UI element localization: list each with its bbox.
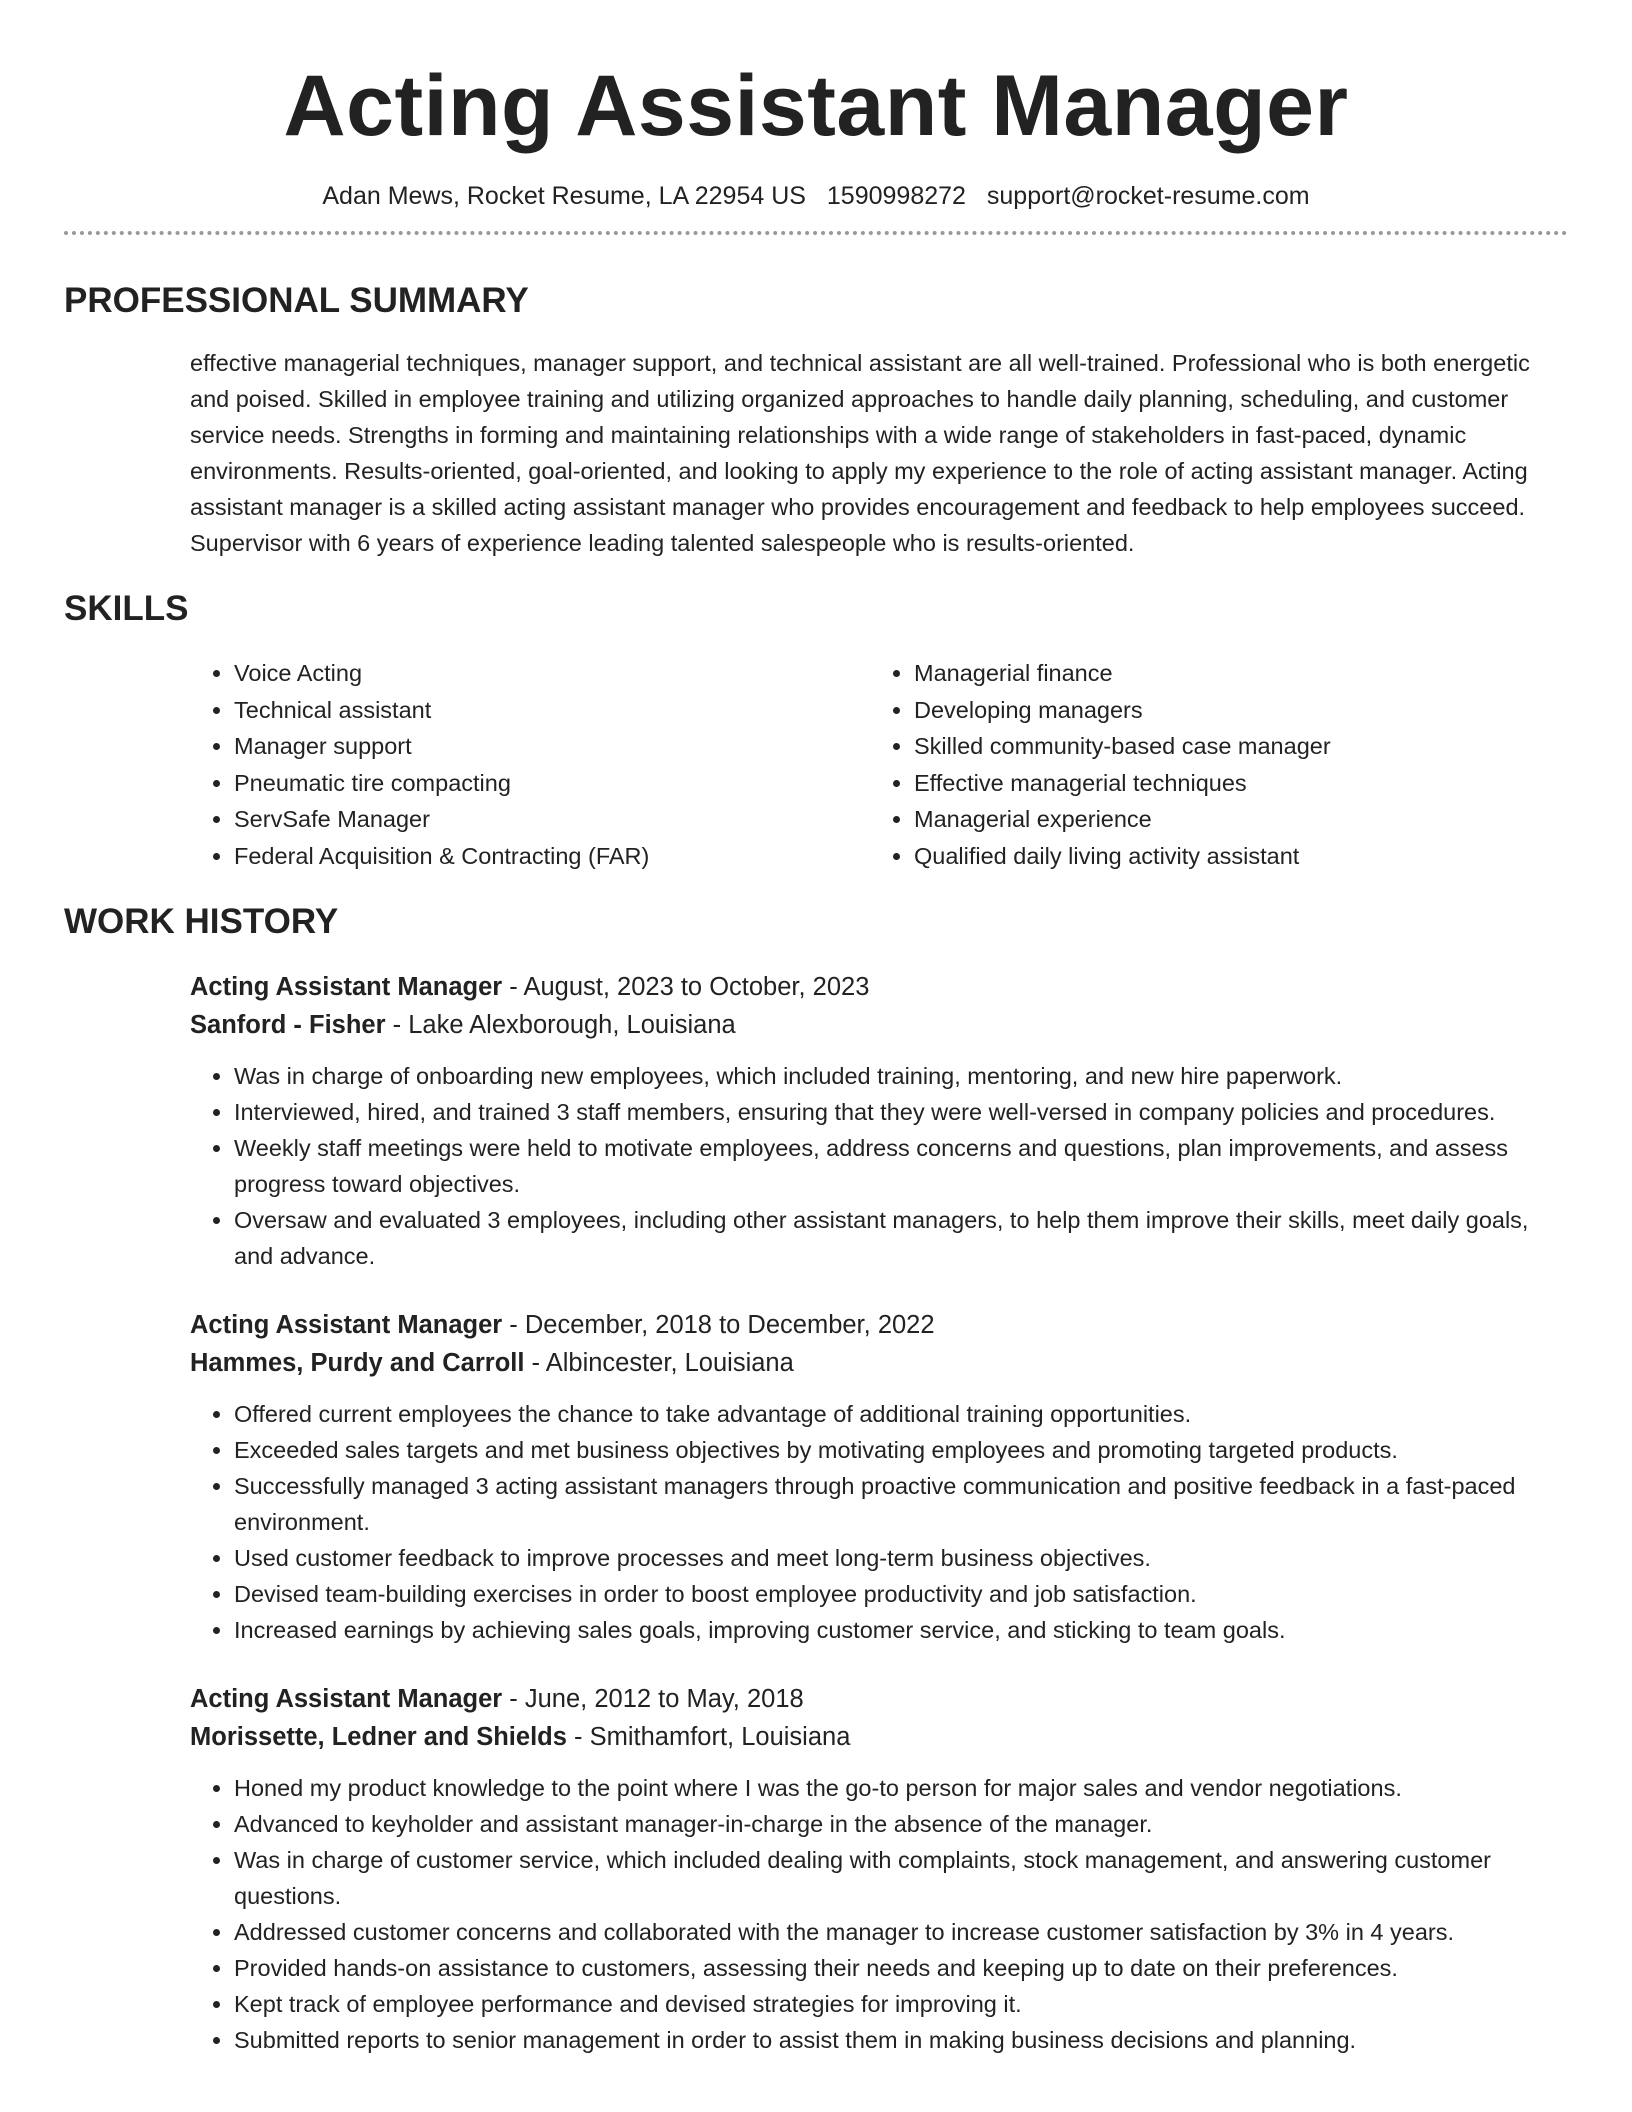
job-title: Acting Assistant Manager [190, 1685, 503, 1713]
job-company: Sanford - Fisher [190, 1011, 386, 1039]
resume-title: Acting Assistant Manager [283, 58, 1349, 154]
skills-heading: SKILLS [64, 589, 189, 628]
job-bullet: • Was in charge of onboarding new employees, which included training, mentoring, and new hire paperwork. [234, 1058, 1568, 1094]
job-entry [190, 968, 1568, 1274]
skill-item: • Voice Acting [234, 655, 870, 692]
skill-item: • Skilled community-based case manager [914, 728, 1331, 765]
job-company: Morissette, Ledner and Shields [190, 1723, 567, 1751]
skill-item: • Qualified daily living activity assistant [914, 838, 1331, 875]
skill-item: • Managerial finance [914, 655, 1331, 692]
job-dates: - August, 2023 to October, 2023 [509, 973, 870, 1001]
job-entry [190, 1680, 1568, 2058]
job-bullet: • Offered current employees the chance to take advantage of additional training opportunities. [234, 1396, 1568, 1432]
job-bullet: • Successfully managed 3 acting assistant managers through proactive communication and positive feedback in a fast-paced environment. [234, 1468, 1568, 1540]
skill-item: • Technical assistant [234, 692, 870, 729]
job-location: - Smithamfort, Louisiana [574, 1723, 851, 1751]
job-dates: - June, 2012 to May, 2018 [509, 1685, 804, 1713]
skills-column-left [190, 655, 870, 874]
job-bullet: • Increased earnings by achieving sales goals, improving customer service, and sticking to team goals. [234, 1612, 1568, 1648]
job-bullet: • Addressed customer concerns and collaborated with the manager to increase customer satisfaction by 3% in 4 years. [234, 1914, 1568, 1950]
job-company-line [190, 1718, 1568, 1756]
skill-item: • Pneumatic tire compacting [234, 765, 870, 802]
skill-item: • Developing managers [914, 692, 1331, 729]
contact-phone: 1590998272 [826, 182, 966, 210]
job-company-line [190, 1344, 1568, 1382]
contact-address: Adan Mews, Rocket Resume, LA 22954 US [322, 182, 806, 210]
job-bullet: • Weekly staff meetings were held to motivate employees, address concerns and questions, plan improvements, and assess progress toward objectives. [234, 1130, 1568, 1202]
work-history-heading: WORK HISTORY [64, 902, 339, 941]
contact-line [64, 180, 1568, 212]
skill-item: • Effective managerial techniques [914, 765, 1331, 802]
job-entry [190, 1306, 1568, 1648]
job-location: - Lake Alexborough, Louisiana [392, 1011, 736, 1039]
job-bullet: • Exceeded sales targets and met business objectives by motivating employees and promoting targeted products. [234, 1432, 1568, 1468]
job-bullet: • Was in charge of customer service, which included dealing with complaints, stock management, and answering customer questions. [234, 1842, 1568, 1914]
job-bullet: • Oversaw and evaluated 3 employees, including other assistant managers, to help them improve their skills, meet daily goals, and advance. [234, 1202, 1568, 1274]
job-bullet: • Interviewed, hired, and trained 3 staff members, ensuring that they were well-versed in company policies and procedures. [234, 1094, 1568, 1130]
job-title: Acting Assistant Manager [190, 1311, 503, 1339]
job-bullet: • Used customer feedback to improve processes and meet long-term business objectives. [234, 1540, 1568, 1576]
job-dates: - December, 2018 to December, 2022 [509, 1311, 935, 1339]
job-company-line [190, 1006, 1568, 1044]
skill-item: • Managerial experience [914, 801, 1331, 838]
job-title-line [190, 1680, 1568, 1718]
skill-item: • Federal Acquisition & Contracting (FAR) [234, 838, 870, 875]
job-bullets [190, 1058, 1568, 1274]
skill-item: • Manager support [234, 728, 870, 765]
summary-text: effective managerial techniques, manager support, and technical assistant are all well-trained. Professional who is both energetic and poised. Skilled in employee training and utilizing organized approaches to handle daily planning, scheduling, and customer service needs. Strengths in forming and maintaining relationships with a wide range of stakeholders in fast-paced, dynamic environments. Results-oriented, goal-oriented, and looking to apply my experience to the role of acting assistant manager. Acting assistant manager is a skilled acting assistant manager who provides encouragement and feedback to help employees succeed. Supervisor with 6 years of experience leading talented salespeople who is results-oriented. [190, 350, 1530, 556]
job-title: Acting Assistant Manager [190, 973, 503, 1001]
job-location: - Albincester, Louisiana [531, 1349, 794, 1377]
header-divider [64, 231, 1568, 235]
job-bullet: • Honed my product knowledge to the point where I was the go-to person for major sales and vendor negotiations. [234, 1770, 1568, 1806]
skills-column-right [870, 655, 1331, 874]
job-bullets [190, 1770, 1568, 2058]
job-bullet: • Advanced to keyholder and assistant manager-in-charge in the absence of the manager. [234, 1806, 1568, 1842]
contact-email[interactable]: support@rocket-resume.com [986, 182, 1310, 210]
job-title-line [190, 1306, 1568, 1344]
job-bullet: • Devised team-building exercises in order to boost employee productivity and job satisfaction. [234, 1576, 1568, 1612]
job-bullet: • Provided hands-on assistance to customers, assessing their needs and keeping up to date on their preferences. [234, 1950, 1568, 1986]
job-company: Hammes, Purdy and Carroll [190, 1349, 525, 1377]
job-bullet: • Kept track of employee performance and devised strategies for improving it. [234, 1986, 1568, 2022]
job-bullet: • Submitted reports to senior management in order to assist them in making business decisions and planning. [234, 2022, 1568, 2058]
job-bullets [190, 1396, 1568, 1648]
skills-list [190, 655, 1568, 874]
summary-heading: PROFESSIONAL SUMMARY [64, 281, 529, 320]
skill-item: • ServSafe Manager [234, 801, 870, 838]
job-title-line [190, 968, 1568, 1006]
